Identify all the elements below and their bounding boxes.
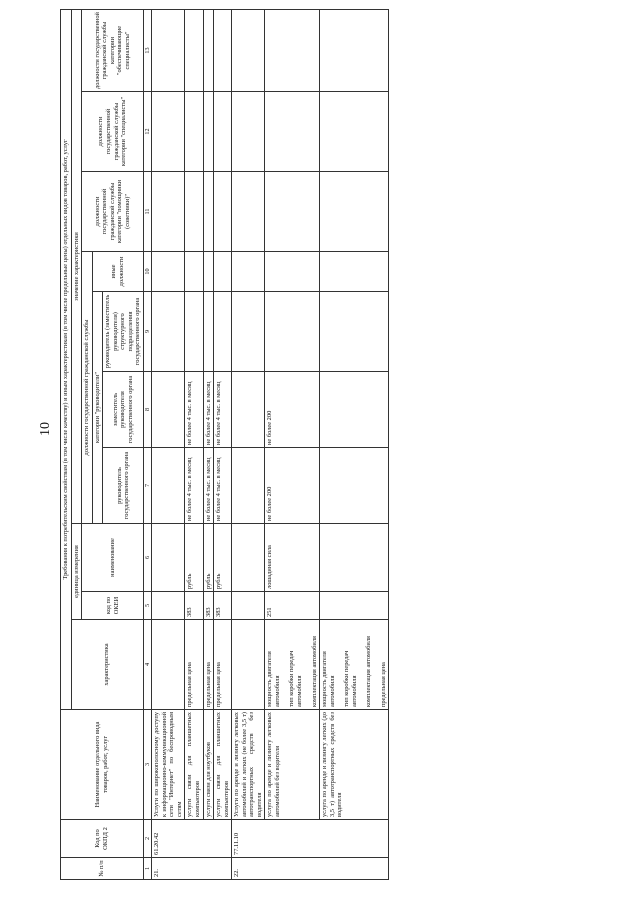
header-value-group: значение характеристики	[71, 9, 82, 523]
table-row	[320, 9, 389, 879]
value-deputy-cell: не более 4 тыс. в месяц	[185, 372, 203, 448]
column-number: 12	[143, 92, 151, 172]
characteristic-line: комплектация автомобиля	[365, 636, 373, 707]
header-unit-head: руководитель (заместитель руководителя) структурного подразделения государственного органа	[103, 292, 144, 372]
header-item-name: Наименование отдельного вида товаров, работ, услуг	[61, 710, 144, 820]
value-head-cell: не более 4 тыс. в месяц	[185, 448, 203, 524]
header-okpd-code: Код по ОКПД 2	[61, 820, 144, 858]
okei-code-cell: 383	[185, 592, 203, 620]
requirements-table	[60, 9, 389, 880]
table-row	[265, 9, 320, 879]
header-specialists: должности государственной гражданской службы категории "специалисты"	[82, 92, 144, 172]
header-head: руководитель государственного органа	[103, 448, 144, 524]
unit-name-cell: рубль	[214, 524, 232, 592]
header-other-positions: иные должности	[92, 252, 143, 292]
sub-item-name: услуга по аренде и лизингу легковых автомобилей без водителя	[265, 710, 320, 820]
sub-item-name: услуга по аренде и лизингу легких (до 3,5 т) автотранспортных средств без водителя	[320, 710, 389, 820]
column-number: 11	[143, 172, 151, 252]
header-deputy: заместитель руководителя государственного органа	[103, 372, 144, 448]
characteristic-line: тип коробки передач автомобиля	[343, 650, 358, 707]
column-number: 6	[143, 524, 151, 592]
characteristic-cell: предельная цена	[185, 620, 203, 710]
characteristic-line: мощность двигателя автомобиля	[321, 651, 336, 707]
value-head-cell: не более 200	[265, 448, 320, 524]
unit-name-cell: рубль	[203, 524, 214, 592]
characteristic-cell	[320, 620, 389, 710]
header-support-specialists: должности государственной гражданской службы категории "обеспечивающие специалисты"	[82, 9, 144, 91]
table-row	[214, 9, 232, 879]
okei-code-cell: 383	[214, 592, 232, 620]
value-deputy-cell: не более 200	[265, 372, 320, 448]
header-requirements: Требования к потребительским свойствам (в том числе качеству) и иным характеристикам (в том числе предельные цены) отдельных видов товаров, работ, услуг	[61, 9, 72, 709]
sub-item-name: услуги связи для планшетных компьютеров	[214, 710, 232, 820]
column-number: 8	[143, 372, 151, 448]
table-row	[185, 9, 203, 879]
page-number: 10	[38, 422, 53, 436]
sub-item-name: услуги связи для планшетных компьютеров	[185, 710, 203, 820]
characteristic-line: мощность двигателя автомобиля	[266, 651, 281, 707]
column-number: 10	[143, 252, 151, 292]
value-head-cell: не более 4 тыс. в месяц	[203, 448, 214, 524]
column-number: 1	[143, 858, 151, 880]
characteristic-line: комплектация автомобиля	[310, 636, 318, 707]
header-unit-name: наименование	[82, 524, 144, 592]
header-unit-group: единица измерения	[71, 524, 82, 620]
value-deputy-cell: не более 4 тыс. в месяц	[203, 372, 214, 448]
characteristic-cell: предельная цена	[214, 620, 232, 710]
column-number: 9	[143, 292, 151, 372]
table-row	[232, 9, 265, 879]
characteristic-cell: предельная цена	[203, 620, 214, 710]
unit-name-cell: лошадиная сила	[265, 524, 320, 592]
header-civil-service: должности государственной гражданской службы	[82, 252, 93, 524]
row-okpd-code: 61.20.42	[152, 820, 232, 858]
table-row	[203, 9, 214, 879]
rotated-page	[60, 10, 640, 880]
characteristic-line: тип коробки передач автомобиля	[288, 650, 303, 707]
okei-code-cell: 251	[265, 592, 320, 620]
row-item-name: Услуги по аренде и лизингу легковых автомобилей и легких (не более 3,5 т) автотранспортных средств без водителя	[232, 710, 265, 820]
unit-name-cell: рубль	[185, 524, 203, 592]
header-number: № п/п	[61, 858, 144, 880]
row-number: 21.	[152, 858, 232, 880]
characteristic-line: предельная цена	[379, 662, 387, 707]
value-head-cell: не более 4 тыс. в месяц	[214, 448, 232, 524]
column-number: 3	[143, 710, 151, 820]
value-deputy-cell: не более 4 тыс. в месяц	[214, 372, 232, 448]
table-row	[152, 9, 185, 879]
row-item-name: Услуги по широкополосному доступу к информационно-коммуникационной сети "Интернет" по беспроводным сетям	[152, 710, 185, 820]
header-okei-code: код по ОКЕИ	[82, 592, 144, 620]
column-number: 5	[143, 592, 151, 620]
header-leaders: категории "руководители"	[92, 292, 103, 524]
row-number: 22.	[232, 858, 389, 880]
header-characteristic: характеристика	[71, 620, 143, 710]
column-number: 4	[143, 620, 151, 710]
column-number: 7	[143, 448, 151, 524]
sub-item-name: услуги связи для ноутбуков	[203, 710, 214, 820]
characteristic-cell	[265, 620, 320, 710]
row-okpd-code: 77.11.10	[232, 820, 389, 858]
column-number: 13	[143, 9, 151, 91]
header-advisers: должности государственной гражданской службы категории "помощники (советники)"	[82, 172, 144, 252]
column-number: 2	[143, 820, 151, 858]
okei-code-cell: 383	[203, 592, 214, 620]
